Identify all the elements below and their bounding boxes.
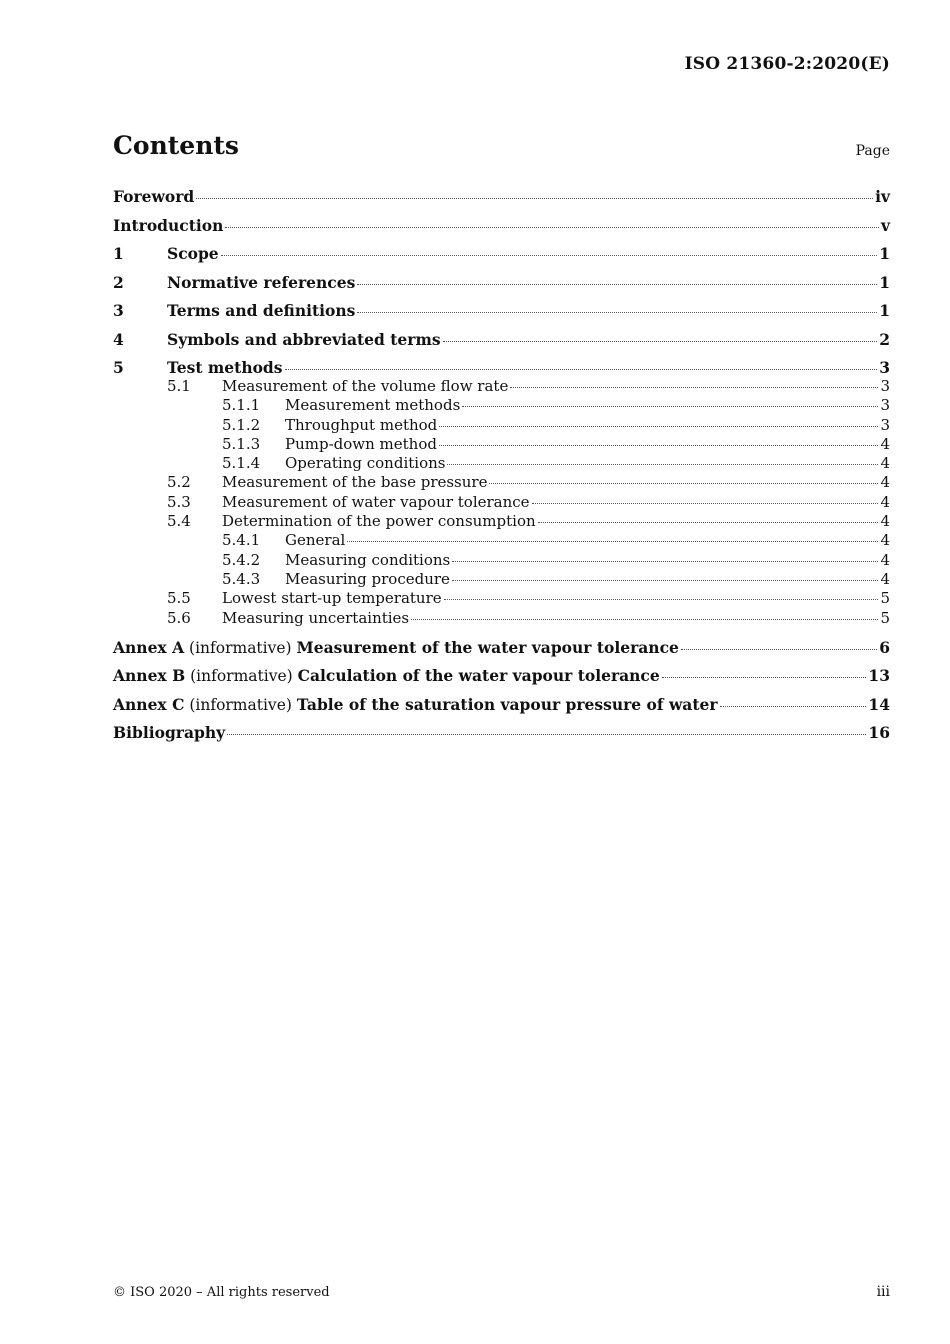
toc-entry-title: Measuring procedure	[285, 569, 450, 588]
toc-section-number: 5.4.3	[222, 569, 261, 588]
toc-entry-title	[113, 637, 679, 659]
dot-leader	[439, 426, 878, 427]
dot-leader	[532, 503, 879, 504]
toc-entry-5-2[interactable]	[113, 473, 890, 492]
toc-section-number: 1	[113, 244, 124, 263]
toc-entry-5-4-1[interactable]	[113, 531, 890, 550]
toc-entry-title: Lowest start-up temperature	[222, 589, 442, 608]
annex-title: Measurement of the water vapour tolerance	[296, 637, 679, 657]
toc-entry-title: Introduction	[113, 215, 224, 235]
toc-entry-title: Test methods	[167, 358, 283, 377]
toc-entry-title: Bibliography	[113, 723, 226, 743]
dot-leader	[443, 341, 878, 342]
toc-section-number: 5.1	[167, 377, 191, 395]
toc-page-number: 4	[880, 550, 890, 569]
dot-leader	[681, 649, 877, 650]
toc-entry-5-3[interactable]	[113, 493, 890, 512]
page-title: Contents	[113, 131, 240, 160]
toc-page-number: 5	[880, 608, 890, 627]
toc-page-number: 4	[880, 531, 890, 550]
toc-section-number: 5	[113, 358, 124, 377]
toc-entry-5-5[interactable]	[113, 589, 890, 608]
toc-page-number: 5	[880, 589, 890, 608]
toc-page-number: 2	[879, 329, 890, 349]
dot-leader	[225, 227, 879, 228]
toc-entry-title: Measurement of the volume flow rate	[222, 377, 509, 395]
toc-section-number: 5.1.2	[222, 415, 261, 434]
toc-entry-title: Scope	[167, 244, 219, 263]
toc-entry-5-1-3[interactable]	[113, 435, 890, 454]
toc-entry-title: Throughput method	[285, 415, 438, 434]
toc-section-number: 5.4	[167, 512, 191, 531]
dot-leader	[489, 483, 878, 484]
toc-entry-scope[interactable]	[113, 243, 890, 272]
toc-entry-title: Determination of the power consumption	[222, 512, 536, 531]
dot-leader	[720, 706, 867, 707]
toc-page-number: 14	[868, 694, 890, 714]
toc-entry-test-methods[interactable]	[113, 357, 890, 377]
annex-label: Annex A	[113, 637, 185, 657]
toc-entry-title: General	[285, 531, 346, 550]
dot-leader	[452, 580, 879, 581]
page-number: iii	[876, 1284, 890, 1300]
toc-entry-5-6[interactable]	[113, 609, 890, 628]
toc-section-number: 4	[113, 329, 124, 349]
toc-section-number: 2	[113, 272, 124, 292]
toc-page-number: 6	[879, 637, 890, 657]
toc-section-number: 5.1.3	[222, 434, 261, 453]
dot-leader	[357, 284, 877, 285]
toc-page-number: v	[880, 215, 890, 235]
toc-section-number: 5.6	[167, 608, 191, 627]
toc-page-number: 4	[880, 492, 890, 511]
toc-entry-symbols[interactable]	[113, 329, 890, 358]
toc-entry-terms-and-definitions[interactable]	[113, 300, 890, 329]
toc-section-number: 5.1.4	[222, 454, 261, 473]
annex-type: (informative)	[190, 667, 293, 686]
toc-entry-title	[113, 665, 660, 687]
annex-type: (informative)	[189, 695, 292, 714]
toc-page-number: 1	[879, 301, 890, 320]
toc-entry-title: Measurement methods	[285, 396, 461, 415]
annex-label: Annex B	[113, 666, 186, 686]
toc-section-number: 5.3	[167, 492, 191, 511]
toc-page-number: 4	[880, 569, 890, 588]
toc-page-number: 4	[880, 434, 890, 453]
toc-page-number: 4	[880, 512, 890, 531]
toc-entry-5-4-2[interactable]	[113, 551, 890, 570]
dot-leader	[285, 369, 878, 370]
dot-leader	[411, 619, 878, 620]
toc-entry-title: Measurement of water vapour tolerance	[222, 492, 530, 511]
toc-entry-title: Measuring uncertainties	[222, 608, 410, 627]
toc-entry-title: Measuring conditions	[285, 550, 451, 569]
dot-leader	[357, 312, 877, 313]
dot-leader	[510, 387, 878, 388]
toc-section-number: 5.2	[167, 473, 191, 492]
toc-entry-5-4-3[interactable]	[113, 570, 890, 589]
annex-title: Table of the saturation vapour pressure of water	[296, 694, 718, 714]
dot-leader	[452, 561, 878, 562]
toc-entry-title: Pump-down method	[285, 434, 437, 453]
dot-leader	[538, 522, 879, 523]
toc-section-number: 5.4.1	[222, 531, 261, 550]
dot-leader	[221, 255, 878, 256]
toc-entry-title	[113, 694, 718, 716]
toc-entry-annex-a[interactable]	[113, 637, 890, 666]
toc-entry-title: Measurement of the base pressure	[222, 473, 488, 492]
dot-leader	[662, 677, 867, 678]
toc-page-number: iv	[875, 187, 890, 206]
toc-entry-title: Foreword	[113, 187, 195, 206]
toc-entry-5-1-1[interactable]	[113, 396, 890, 415]
toc-entry-5-1-4[interactable]	[113, 454, 890, 473]
annex-type: (informative)	[189, 638, 292, 657]
document-id: ISO 21360-2:2020(E)	[684, 54, 890, 74]
toc-entry-5-1[interactable]	[113, 377, 890, 396]
page-column-label: Page	[855, 143, 890, 159]
toc-entry-introduction[interactable]	[113, 215, 890, 244]
toc-page-number: 3	[880, 415, 890, 434]
dot-leader	[439, 445, 878, 446]
toc-entry-title: Terms and definitions	[167, 301, 356, 320]
annex-label: Annex C	[113, 694, 185, 714]
toc-entry-5-4[interactable]	[113, 512, 890, 531]
toc-entry-title: Operating conditions	[285, 454, 446, 473]
toc-section-number: 5.1.1	[222, 396, 261, 415]
toc-entry-normative-references[interactable]	[113, 272, 890, 301]
toc-entry-annex-b[interactable]	[113, 665, 890, 694]
toc-page-number: 3	[880, 377, 890, 395]
toc-entry-title: Normative references	[167, 272, 356, 292]
spacer	[113, 628, 890, 637]
table-of-contents	[113, 186, 890, 751]
dot-leader	[462, 406, 878, 407]
toc-entry-bibliography[interactable]	[113, 722, 890, 751]
toc-page-number: 13	[868, 666, 890, 686]
dot-leader	[347, 541, 878, 542]
toc-entry-annex-c[interactable]	[113, 694, 890, 723]
dot-leader	[444, 599, 879, 600]
toc-section-number: 5.5	[167, 589, 191, 608]
toc-page-number: 3	[879, 358, 890, 377]
toc-entry-title: Symbols and abbreviated terms	[167, 329, 441, 349]
copyright-notice: © ISO 2020 – All rights reserved	[113, 1285, 330, 1300]
dot-leader	[447, 464, 878, 465]
toc-page-number: 16	[868, 723, 890, 743]
toc-page-number: 1	[879, 244, 890, 263]
toc-page-number: 3	[880, 396, 890, 415]
toc-page-number: 4	[880, 473, 890, 492]
toc-page-number: 1	[879, 272, 890, 292]
toc-page-number: 4	[880, 454, 890, 473]
toc-section-number: 3	[113, 301, 124, 320]
annex-title: Calculation of the water vapour tolerance	[297, 666, 660, 686]
toc-entry-foreword[interactable]	[113, 186, 890, 215]
dot-leader	[227, 734, 866, 735]
toc-section-number: 5.4.2	[222, 550, 261, 569]
dot-leader	[196, 198, 873, 199]
toc-entry-5-1-2[interactable]	[113, 416, 890, 435]
